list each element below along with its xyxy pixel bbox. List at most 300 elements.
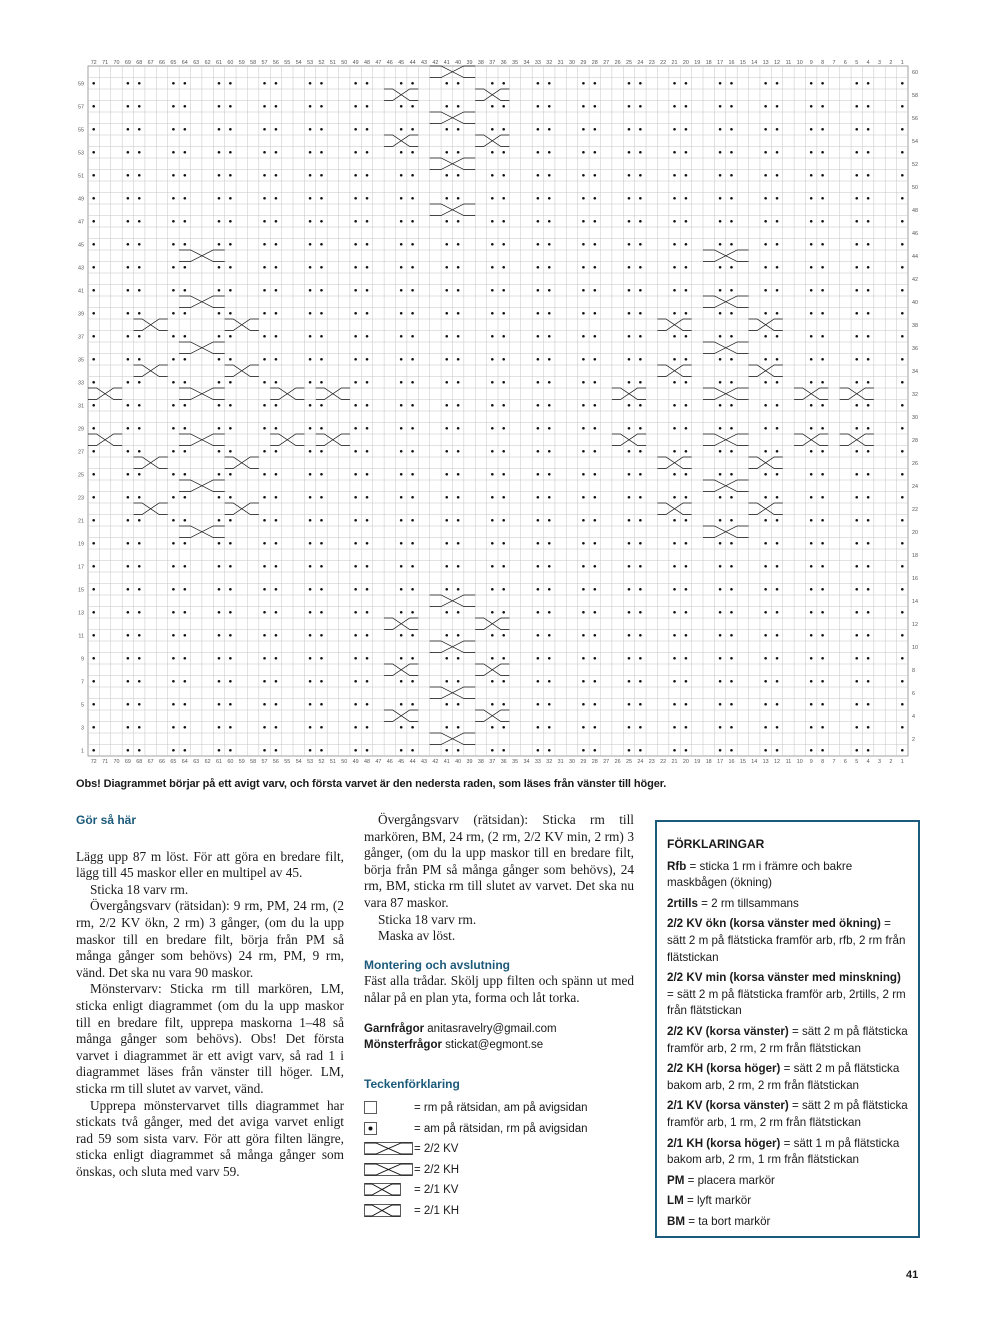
chart-purl-dot	[685, 542, 688, 545]
chart-purl-dot	[821, 381, 824, 384]
chart-purl-dot	[263, 749, 266, 752]
chart-purl-dot	[594, 128, 597, 131]
chart-purl-dot	[673, 542, 676, 545]
chart-purl-dot	[594, 381, 597, 384]
chart-purl-dot	[172, 105, 175, 108]
chart-purl-dot	[320, 657, 323, 660]
chart-purl-dot	[673, 381, 676, 384]
yarn-questions	[364, 1021, 634, 1038]
chart-purl-dot	[901, 82, 904, 85]
chart-purl-dot	[184, 266, 187, 269]
chart-purl-dot	[548, 519, 551, 522]
chart-column-label: 64	[181, 759, 188, 765]
chart-purl-dot	[309, 657, 312, 660]
chart-purl-dot	[594, 289, 597, 292]
chart-purl-dot	[776, 565, 779, 568]
chart-column-label: 44	[409, 60, 416, 66]
chart-purl-dot	[263, 634, 266, 637]
chart-purl-dot	[810, 243, 813, 246]
chart-purl-dot	[309, 519, 312, 522]
chart-purl-dot	[218, 197, 221, 200]
chart-purl-dot	[582, 243, 585, 246]
chart-purl-dot	[445, 473, 448, 476]
chart-row-label: 13	[78, 610, 84, 617]
chart-purl-dot	[275, 565, 278, 568]
chart-purl-dot	[901, 703, 904, 706]
chart-purl-dot	[855, 312, 858, 315]
chart-purl-dot	[263, 542, 266, 545]
chart-purl-dot	[445, 703, 448, 706]
chart-purl-dot	[673, 335, 676, 338]
chart-purl-dot	[901, 381, 904, 384]
chart-column-label: 72	[90, 60, 97, 66]
chart-purl-dot	[92, 749, 95, 752]
chart-purl-dot	[673, 588, 676, 591]
chart-purl-dot	[184, 105, 187, 108]
chart-column-label: 10	[796, 60, 803, 66]
chart-column-label: 42	[432, 60, 439, 66]
chart-purl-dot	[411, 588, 414, 591]
chart-purl-dot	[320, 220, 323, 223]
chart-purl-dot	[275, 611, 278, 614]
chart-purl-dot	[810, 519, 813, 522]
chart-column-label: 71	[102, 759, 109, 765]
chart-purl-dot	[502, 427, 505, 430]
chart-purl-dot	[354, 565, 357, 568]
chart-row-label: 58	[912, 92, 918, 99]
chart-purl-dot	[354, 496, 357, 499]
chart-purl-dot	[411, 174, 414, 177]
chart-purl-dot	[855, 266, 858, 269]
chart-purl-dot	[821, 680, 824, 683]
chart-purl-dot	[275, 496, 278, 499]
chart-purl-dot	[275, 473, 278, 476]
chart-purl-dot	[867, 128, 870, 131]
chart-purl-dot	[810, 289, 813, 292]
chart-purl-dot	[764, 404, 767, 407]
chart-purl-dot	[673, 404, 676, 407]
chart-purl-dot	[320, 473, 323, 476]
chart-purl-dot	[537, 312, 540, 315]
chart-purl-dot	[821, 289, 824, 292]
chart-purl-dot	[138, 634, 141, 637]
chart-column-label: 8	[821, 60, 825, 66]
chart-purl-dot	[457, 542, 460, 545]
chart-column-label: 33	[534, 60, 541, 66]
chart-purl-dot	[776, 680, 779, 683]
chart-purl-dot	[172, 220, 175, 223]
chart-purl-dot	[263, 588, 266, 591]
chart-purl-dot	[901, 358, 904, 361]
chart-purl-dot	[639, 197, 642, 200]
chart-purl-dot	[685, 611, 688, 614]
chart-purl-dot	[275, 657, 278, 660]
chart-column-label: 63	[193, 759, 200, 765]
chart-purl-dot	[172, 312, 175, 315]
chart-purl-dot	[582, 312, 585, 315]
chart-purl-dot	[901, 680, 904, 683]
chart-purl-dot	[366, 289, 369, 292]
chart-purl-dot	[685, 197, 688, 200]
chart-purl-dot	[867, 542, 870, 545]
chart-purl-dot	[457, 565, 460, 568]
chart-purl-dot	[855, 473, 858, 476]
chart-purl-dot	[172, 565, 175, 568]
chart-purl-dot	[719, 289, 722, 292]
chart-purl-dot	[628, 565, 631, 568]
chart-purl-dot	[867, 726, 870, 729]
chart-purl-dot	[400, 657, 403, 660]
chart-purl-dot	[138, 151, 141, 154]
chart-purl-dot	[582, 128, 585, 131]
chart-column-label: 56	[272, 759, 279, 765]
chart-purl-dot	[594, 680, 597, 683]
explanation-term: PM	[667, 1173, 685, 1187]
chart-purl-dot	[366, 427, 369, 430]
chart-column-label: 37	[489, 759, 496, 765]
finishing-text: Fäst alla trådar. Skölj upp filten och spänn ut med nålar på en plan yta, forma och låt torka.	[364, 973, 634, 1005]
chart-purl-dot	[821, 726, 824, 729]
chart-row-label: 37	[78, 334, 84, 341]
chart-purl-dot	[901, 128, 904, 131]
chart-purl-dot	[263, 220, 266, 223]
chart-purl-dot	[457, 243, 460, 246]
chart-purl-dot	[502, 611, 505, 614]
chart-purl-dot	[821, 243, 824, 246]
chart-purl-dot	[764, 128, 767, 131]
chart-purl-dot	[400, 243, 403, 246]
chart-purl-dot	[320, 404, 323, 407]
explanation-item	[667, 1173, 908, 1190]
chart-purl-dot	[901, 243, 904, 246]
chart-purl-dot	[855, 381, 858, 384]
chart-purl-dot	[594, 312, 597, 315]
chart-column-label: 3	[878, 60, 882, 66]
chart-purl-dot	[582, 496, 585, 499]
chart-purl-dot	[263, 427, 266, 430]
chart-purl-dot	[855, 519, 858, 522]
chart-purl-dot	[867, 749, 870, 752]
yarn-questions-email[interactable]: anitasravelry@gmail.com	[427, 1022, 557, 1035]
chart-column-label: 54	[295, 60, 302, 66]
chart-purl-dot	[685, 634, 688, 637]
chart-purl-dot	[867, 703, 870, 706]
chart-purl-dot	[127, 427, 130, 430]
chart-purl-dot	[901, 105, 904, 108]
chart-purl-dot	[411, 680, 414, 683]
chart-purl-dot	[810, 404, 813, 407]
chart-purl-dot	[445, 404, 448, 407]
chart-purl-dot	[445, 151, 448, 154]
chart-purl-dot	[901, 542, 904, 545]
chart-purl-dot	[867, 565, 870, 568]
chart-purl-dot	[184, 588, 187, 591]
chart-purl-dot	[138, 519, 141, 522]
chart-purl-dot	[400, 404, 403, 407]
chart-purl-dot	[685, 174, 688, 177]
chart-purl-dot	[354, 174, 357, 177]
chart-row-label: 50	[912, 184, 918, 191]
chart-column-label: 70	[113, 60, 120, 66]
chart-purl-dot	[855, 634, 858, 637]
chart-purl-dot	[400, 473, 403, 476]
legend-label: = 2/1 KH	[414, 1204, 460, 1217]
chart-purl-dot	[275, 220, 278, 223]
explanation-term: Rfb	[667, 859, 687, 873]
chart-purl-dot	[582, 726, 585, 729]
chart-column-label: 28	[591, 759, 598, 765]
chart-purl-dot	[411, 450, 414, 453]
chart-purl-dot	[673, 703, 676, 706]
chart-purl-dot	[491, 749, 494, 752]
chart-purl-dot	[229, 266, 232, 269]
chart-purl-dot	[582, 174, 585, 177]
chart-purl-dot	[309, 105, 312, 108]
chart-row-label: 54	[912, 138, 918, 145]
chart-purl-dot	[445, 565, 448, 568]
chart-purl-dot	[229, 749, 232, 752]
cable-2-1-right-icon	[364, 1204, 408, 1218]
chart-purl-dot	[730, 128, 733, 131]
chart-purl-dot	[594, 749, 597, 752]
chart-purl-dot	[229, 611, 232, 614]
chart-purl-dot	[172, 542, 175, 545]
chart-purl-dot	[366, 358, 369, 361]
chart-purl-dot	[218, 496, 221, 499]
chart-purl-dot	[491, 358, 494, 361]
explanation-text: = sätt 2 m på flätsticka framför arb, 2 rm, 2 rm från flätstickan	[667, 1024, 908, 1055]
chart-purl-dot	[810, 749, 813, 752]
chart-purl-dot	[127, 243, 130, 246]
chart-purl-dot	[172, 680, 175, 683]
chart-purl-dot	[821, 519, 824, 522]
chart-purl-dot	[263, 174, 266, 177]
chart-column-label: 17	[717, 60, 724, 66]
chart-column-label: 60	[227, 60, 234, 66]
chart-purl-dot	[229, 82, 232, 85]
chart-purl-dot	[855, 749, 858, 752]
chart-purl-dot	[229, 680, 232, 683]
chart-column-label: 47	[375, 759, 382, 765]
chart-purl-dot	[366, 404, 369, 407]
chart-purl-dot	[445, 381, 448, 384]
chart-column-label: 2	[889, 759, 893, 765]
chart-purl-dot	[502, 450, 505, 453]
chart-purl-dot	[764, 381, 767, 384]
chart-purl-dot	[639, 243, 642, 246]
chart-purl-dot	[730, 519, 733, 522]
chart-purl-dot	[730, 197, 733, 200]
chart-purl-dot	[855, 588, 858, 591]
chart-purl-dot	[320, 312, 323, 315]
chart-purl-dot	[685, 243, 688, 246]
chart-purl-dot	[776, 220, 779, 223]
chart-purl-dot	[673, 82, 676, 85]
chart-purl-dot	[673, 634, 676, 637]
chart-column-label: 1	[900, 759, 904, 765]
chart-purl-dot	[263, 726, 266, 729]
chart-purl-dot	[582, 105, 585, 108]
chart-column-label: 43	[420, 759, 427, 765]
legend-item	[364, 1160, 634, 1181]
chart-purl-dot	[502, 381, 505, 384]
explanation-item	[667, 916, 908, 966]
chart-purl-dot	[263, 197, 266, 200]
chart-purl-dot	[502, 335, 505, 338]
chart-purl-dot	[628, 703, 631, 706]
chart-column-label: 65	[170, 60, 177, 66]
chart-purl-dot	[263, 680, 266, 683]
chart-purl-dot	[184, 634, 187, 637]
chart-purl-dot	[776, 427, 779, 430]
chart-purl-dot	[582, 473, 585, 476]
explanation-item	[667, 1024, 908, 1057]
chart-purl-dot	[901, 473, 904, 476]
chart-purl-dot	[867, 519, 870, 522]
chart-purl-dot	[354, 220, 357, 223]
chart-purl-dot	[320, 588, 323, 591]
chart-purl-dot	[92, 82, 95, 85]
chart-purl-dot	[776, 588, 779, 591]
explanation-term: LM	[667, 1194, 684, 1208]
chart-purl-dot	[685, 404, 688, 407]
chart-row-label: 3	[81, 725, 84, 732]
chart-purl-dot	[594, 519, 597, 522]
chart-purl-dot	[855, 82, 858, 85]
chart-purl-dot	[730, 473, 733, 476]
chart-purl-dot	[400, 427, 403, 430]
chart-purl-dot	[855, 565, 858, 568]
chart-purl-dot	[719, 634, 722, 637]
chart-purl-dot	[810, 496, 813, 499]
chart-purl-dot	[320, 726, 323, 729]
chart-column-label: 34	[523, 759, 530, 765]
chart-purl-dot	[776, 519, 779, 522]
chart-purl-dot	[548, 151, 551, 154]
chart-purl-dot	[354, 542, 357, 545]
chart-purl-dot	[491, 519, 494, 522]
chart-purl-dot	[229, 404, 232, 407]
explanation-term: 2/2 KH (korsa höger)	[667, 1062, 781, 1076]
chart-row-label: 11	[78, 633, 84, 640]
chart-purl-dot	[594, 220, 597, 223]
chart-column-label: 61	[215, 759, 222, 765]
chart-row-label: 56	[912, 115, 918, 122]
explanation-item	[667, 859, 908, 892]
chart-purl-dot	[457, 404, 460, 407]
chart-row-label: 28	[912, 437, 918, 444]
chart-purl-dot	[127, 358, 130, 361]
chart-purl-dot	[639, 749, 642, 752]
chart-purl-dot	[218, 128, 221, 131]
chart-purl-dot	[730, 611, 733, 614]
chart-row-label: 46	[912, 230, 918, 237]
chart-purl-dot	[810, 266, 813, 269]
chart-purl-dot	[855, 358, 858, 361]
chart-purl-dot	[730, 726, 733, 729]
chart-purl-dot	[138, 473, 141, 476]
chart-purl-dot	[639, 473, 642, 476]
chart-purl-dot	[400, 266, 403, 269]
chart-purl-dot	[491, 680, 494, 683]
chart-purl-dot	[730, 703, 733, 706]
chart-purl-dot	[411, 427, 414, 430]
chart-purl-dot	[502, 588, 505, 591]
chart-purl-dot	[719, 335, 722, 338]
chart-purl-dot	[901, 496, 904, 499]
chart-purl-dot	[719, 243, 722, 246]
legend-item	[364, 1180, 634, 1201]
chart-purl-dot	[548, 611, 551, 614]
chart-row-label: 34	[912, 368, 918, 375]
chart-purl-dot	[855, 496, 858, 499]
chart-purl-dot	[354, 82, 357, 85]
chart-column-label: 68	[136, 60, 143, 66]
chart-purl-dot	[354, 105, 357, 108]
chart-purl-dot	[855, 680, 858, 683]
chart-purl-dot	[263, 82, 266, 85]
chart-column-label: 39	[466, 60, 473, 66]
instructions-paragraph: Övergångsvarv (rätsidan): 9 rm, PM, 24 rm, (2 rm, 2/2 KV ökn, 2 rm) 3 gånger, (om du la upp maskor till en bredare filt, börja från PM så många gånger som behövs) 24 rm, PM, 9 rm, vänd. Det ska nu vara 90 maskor.	[76, 898, 344, 980]
explanation-item	[667, 1193, 908, 1210]
chart-purl-dot	[229, 519, 232, 522]
chart-purl-dot	[172, 289, 175, 292]
chart-purl-dot	[502, 496, 505, 499]
chart-purl-dot	[867, 82, 870, 85]
chart-purl-dot	[457, 703, 460, 706]
chart-purl-dot	[764, 749, 767, 752]
chart-purl-dot	[821, 565, 824, 568]
chart-purl-dot	[719, 174, 722, 177]
chart-column-label: 23	[648, 759, 655, 765]
chart-purl-dot	[172, 151, 175, 154]
chart-purl-dot	[309, 312, 312, 315]
chart-purl-dot	[673, 289, 676, 292]
chart-purl-dot	[138, 542, 141, 545]
chart-purl-dot	[411, 243, 414, 246]
chart-purl-dot	[628, 82, 631, 85]
chart-purl-dot	[719, 220, 722, 223]
chart-purl-dot	[445, 496, 448, 499]
chart-purl-dot	[229, 151, 232, 154]
chart-purl-dot	[776, 496, 779, 499]
chart-purl-dot	[491, 105, 494, 108]
chart-column-label: 25	[625, 60, 632, 66]
explanation-text: = lyft markör	[683, 1194, 752, 1208]
chart-column-label: 49	[352, 759, 359, 765]
chart-purl-dot	[537, 703, 540, 706]
chart-purl-dot	[719, 542, 722, 545]
chart-purl-dot	[548, 197, 551, 200]
chart-purl-dot	[309, 726, 312, 729]
chart-purl-dot	[411, 266, 414, 269]
pattern-questions-email[interactable]: stickat@egmont.se	[445, 1039, 544, 1052]
chart-purl-dot	[548, 588, 551, 591]
chart-purl-dot	[309, 680, 312, 683]
chart-purl-dot	[764, 82, 767, 85]
chart-purl-dot	[855, 105, 858, 108]
chart-purl-dot	[184, 243, 187, 246]
chart-purl-dot	[628, 335, 631, 338]
chart-purl-dot	[172, 266, 175, 269]
chart-purl-dot	[901, 289, 904, 292]
chart-purl-dot	[776, 634, 779, 637]
chart-purl-dot	[537, 151, 540, 154]
chart-purl-dot	[263, 151, 266, 154]
explanation-term: 2/2 KV min (korsa vänster med minskning)	[667, 971, 901, 985]
explanation-item	[667, 970, 908, 1020]
chart-purl-dot	[309, 197, 312, 200]
